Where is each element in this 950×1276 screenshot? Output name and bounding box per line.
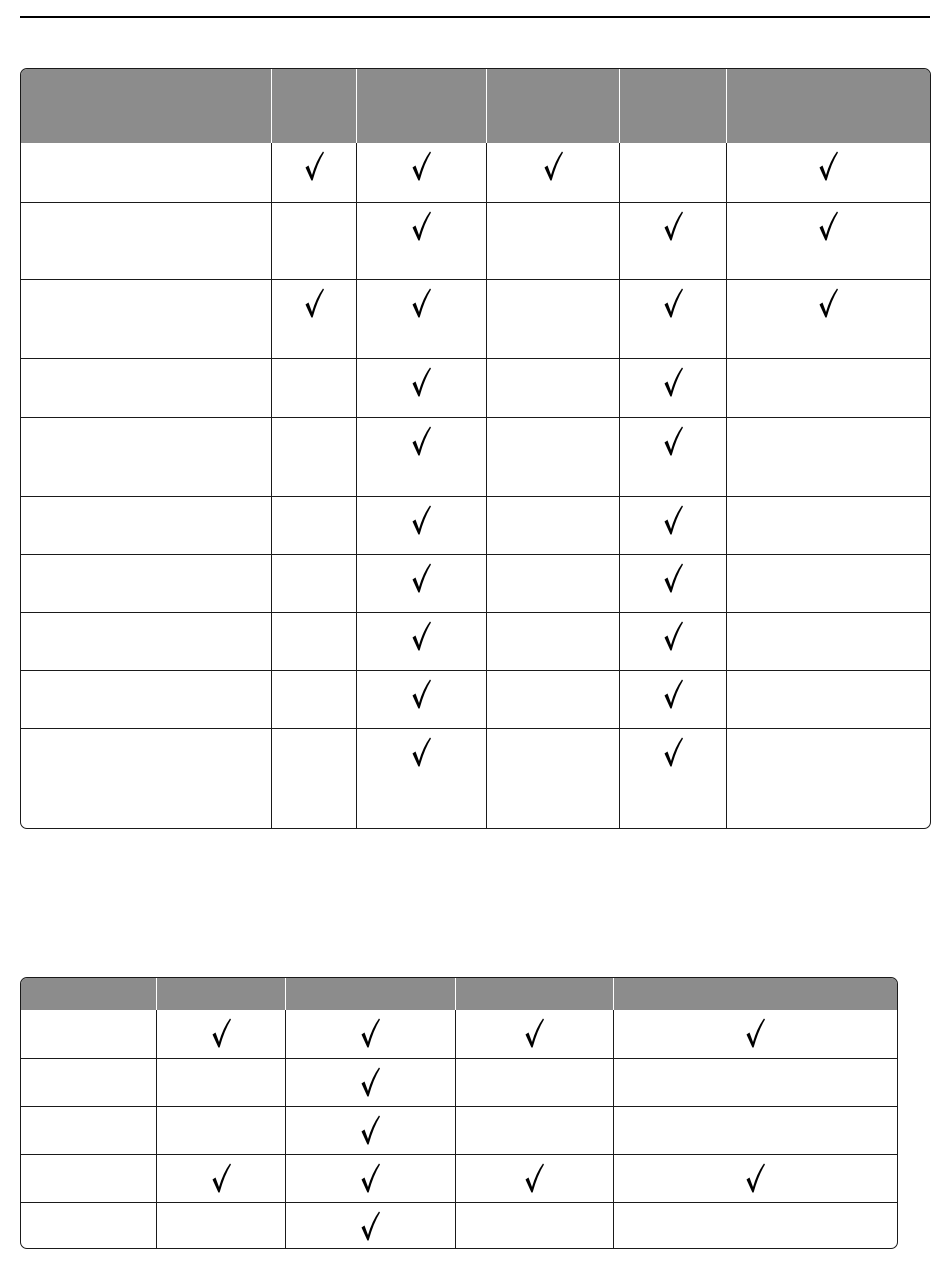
table-cell [726, 612, 930, 670]
table-cell [271, 417, 356, 496]
check-mark-icon [359, 1162, 381, 1194]
table-cell [486, 279, 619, 358]
table-cell [455, 1106, 613, 1154]
checked-cell [619, 612, 726, 670]
checked-cell [619, 496, 726, 554]
check-mark-icon [662, 504, 684, 536]
check-mark-icon [410, 425, 432, 457]
checked-cell [619, 554, 726, 612]
column-header [21, 978, 156, 1010]
checked-cell [726, 202, 930, 279]
checked-cell [726, 279, 930, 358]
checked-cell [356, 554, 486, 612]
check-mark-icon [303, 150, 325, 182]
check-mark-icon [523, 1162, 545, 1194]
table-cell [21, 417, 271, 496]
column-header [21, 69, 271, 143]
checked-cell [356, 612, 486, 670]
check-mark-icon [410, 504, 432, 536]
check-mark-icon [662, 736, 684, 768]
check-mark-icon [662, 210, 684, 242]
check-mark-icon [210, 1017, 232, 1049]
checked-cell [619, 279, 726, 358]
table-cell [726, 670, 930, 728]
table-cell [726, 728, 930, 828]
table-cell [619, 143, 726, 202]
table-row [21, 612, 930, 670]
checked-cell [619, 670, 726, 728]
table-cell [486, 496, 619, 554]
table-cell [486, 670, 619, 728]
checked-cell [285, 1202, 455, 1249]
checked-cell [356, 496, 486, 554]
checked-cell [356, 202, 486, 279]
table-row [21, 358, 930, 417]
table-cell [21, 1058, 156, 1106]
table-cell [21, 358, 271, 417]
table-row [21, 496, 930, 554]
checked-cell [486, 143, 619, 202]
table-row [21, 554, 930, 612]
table-cell [271, 202, 356, 279]
table-header-row [21, 69, 930, 143]
checked-cell [619, 417, 726, 496]
table-cell [726, 417, 930, 496]
table-cell [726, 496, 930, 554]
check-mark-icon [410, 562, 432, 594]
checked-cell [619, 728, 726, 828]
check-mark-icon [359, 1114, 381, 1146]
column-header [285, 978, 455, 1010]
table-cell [486, 612, 619, 670]
check-mark-icon [817, 287, 839, 319]
checked-cell [356, 279, 486, 358]
check-mark-icon [662, 620, 684, 652]
table-header-row [21, 978, 897, 1010]
table-row [21, 728, 930, 828]
table-cell [21, 143, 271, 202]
check-mark-icon [817, 150, 839, 182]
checked-cell [455, 1154, 613, 1202]
feature-table-2 [20, 977, 898, 1249]
check-mark-icon [744, 1017, 766, 1049]
checked-cell [285, 1010, 455, 1058]
checked-cell [356, 728, 486, 828]
table-cell [21, 554, 271, 612]
table-cell [156, 1106, 285, 1154]
table-cell [271, 728, 356, 828]
column-header [156, 978, 285, 1010]
check-mark-icon [410, 287, 432, 319]
table-cell [21, 728, 271, 828]
check-mark-icon [410, 736, 432, 768]
table-cell [271, 358, 356, 417]
check-mark-icon [662, 425, 684, 457]
table-cell [271, 496, 356, 554]
table-row [21, 202, 930, 279]
checked-cell [285, 1106, 455, 1154]
table-cell [271, 670, 356, 728]
table-cell [21, 202, 271, 279]
checked-cell [271, 279, 356, 358]
checked-cell [156, 1010, 285, 1058]
table-cell [455, 1202, 613, 1249]
column-header [726, 69, 930, 143]
table-cell [486, 554, 619, 612]
check-mark-icon [410, 620, 432, 652]
top-rule [20, 16, 930, 18]
checked-cell [455, 1010, 613, 1058]
checked-cell [356, 358, 486, 417]
checked-cell [156, 1154, 285, 1202]
column-header [486, 69, 619, 143]
table-cell [21, 670, 271, 728]
column-header [619, 69, 726, 143]
table-cell [21, 1202, 156, 1249]
table-cell [156, 1202, 285, 1249]
table-cell [21, 1010, 156, 1058]
column-header [455, 978, 613, 1010]
table-row [21, 1010, 897, 1058]
check-mark-icon [523, 1017, 545, 1049]
table-cell [486, 358, 619, 417]
table-cell [21, 1106, 156, 1154]
checked-cell [356, 143, 486, 202]
check-mark-icon [542, 150, 564, 182]
check-mark-icon [744, 1162, 766, 1194]
table-row [21, 417, 930, 496]
check-mark-icon [303, 287, 325, 319]
table-row [21, 1154, 897, 1202]
check-mark-icon [662, 678, 684, 710]
feature-table-1 [20, 68, 931, 829]
checked-cell [285, 1154, 455, 1202]
checked-cell [613, 1154, 897, 1202]
table-cell [271, 612, 356, 670]
table-row [21, 1106, 897, 1154]
check-mark-icon [410, 210, 432, 242]
check-mark-icon [662, 366, 684, 398]
checked-cell [613, 1010, 897, 1058]
table-cell [613, 1106, 897, 1154]
check-mark-icon [410, 366, 432, 398]
table-row [21, 670, 930, 728]
table-cell [726, 358, 930, 417]
checked-cell [726, 143, 930, 202]
table-row [21, 1202, 897, 1249]
check-mark-icon [210, 1162, 232, 1194]
checked-cell [356, 417, 486, 496]
table-cell [21, 496, 271, 554]
table-cell [271, 554, 356, 612]
checked-cell [619, 358, 726, 417]
table-row [21, 143, 930, 202]
check-mark-icon [662, 287, 684, 319]
table-cell [156, 1058, 285, 1106]
table-cell [726, 554, 930, 612]
column-header [271, 69, 356, 143]
table-cell [486, 728, 619, 828]
table-row [21, 279, 930, 358]
checked-cell [271, 143, 356, 202]
table-cell [486, 417, 619, 496]
table-cell [21, 1154, 156, 1202]
check-mark-icon [410, 678, 432, 710]
table-row [21, 1058, 897, 1106]
table-cell [613, 1202, 897, 1249]
table-cell [21, 612, 271, 670]
check-mark-icon [359, 1210, 381, 1242]
column-header [356, 69, 486, 143]
check-mark-icon [359, 1017, 381, 1049]
table-cell [486, 202, 619, 279]
checked-cell [285, 1058, 455, 1106]
table-cell [613, 1058, 897, 1106]
check-mark-icon [359, 1066, 381, 1098]
check-mark-icon [662, 562, 684, 594]
table-cell [21, 279, 271, 358]
check-mark-icon [817, 210, 839, 242]
checked-cell [619, 202, 726, 279]
table-cell [455, 1058, 613, 1106]
column-header [613, 978, 897, 1010]
check-mark-icon [410, 150, 432, 182]
checked-cell [356, 670, 486, 728]
